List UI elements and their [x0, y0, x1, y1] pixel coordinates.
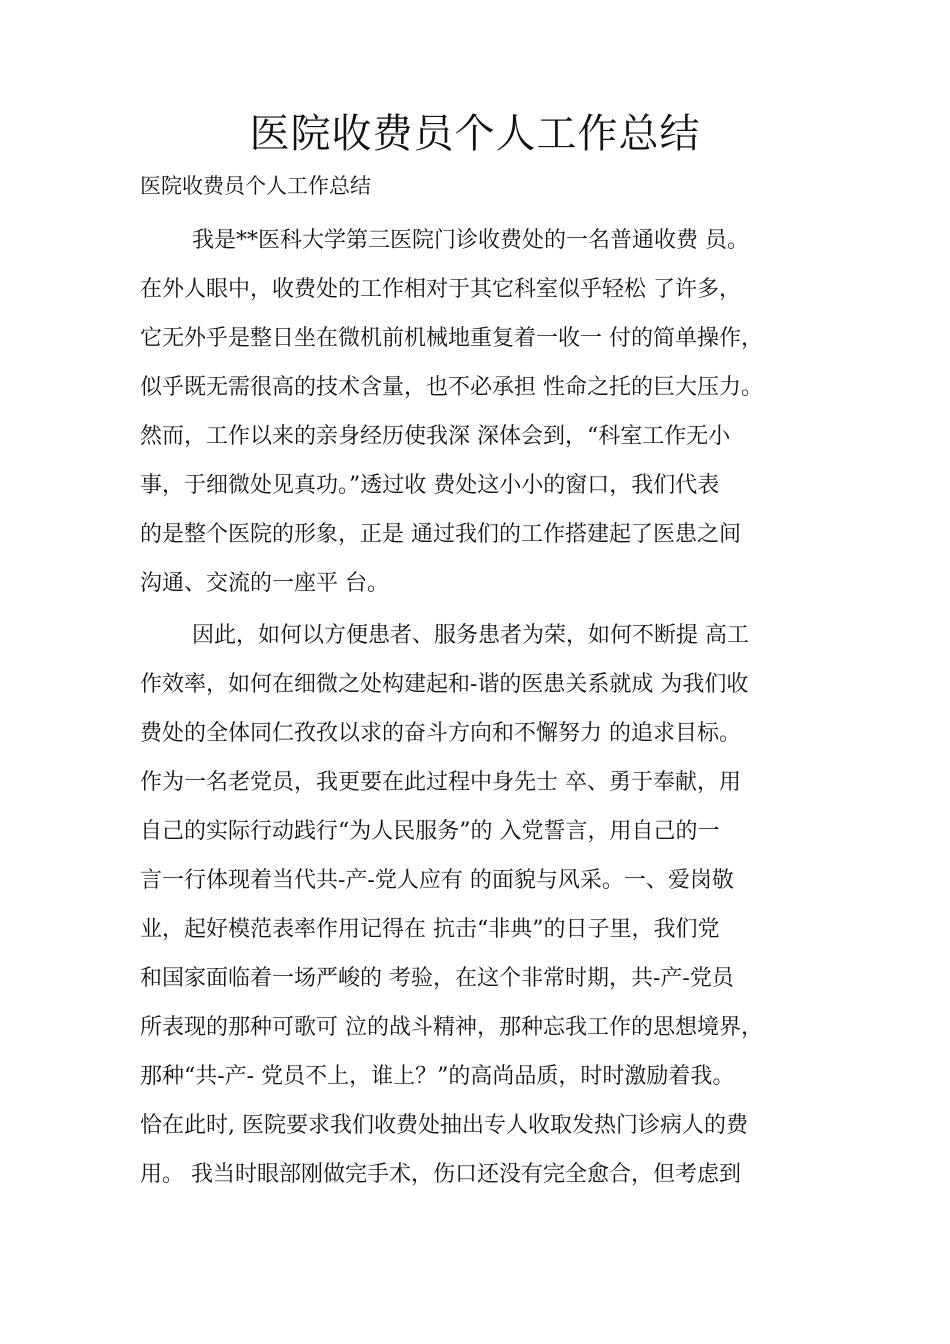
paragraph-line: 我是**医科大学第三医院门诊收费处的一名普通收费 员。 — [192, 228, 749, 253]
paragraph-line: 自己的实际行动践行“为人民服务”的 入党誓言，用自己的一 — [140, 819, 720, 844]
paragraph-line: 作效率，如何在细微之处构建起和-谐的医患关系就成 为我们收 — [140, 672, 749, 697]
paragraph-line: 在外人眼中，收费处的工作相对于其它科室似乎轻松 了许多， — [140, 277, 741, 302]
paragraph-line: 似乎既无需很高的技术含量，也不必承担 性命之托的巨大压力。 — [140, 375, 763, 400]
paragraph-line: 费处的全体同仁孜孜以求的奋斗方向和不懈努力 的追求目标。 — [140, 721, 741, 746]
paragraph-line: 事，于细微处见真功。”透过收 费处这小小的窗口，我们代表 — [140, 473, 720, 498]
paragraph-line: 所表现的那种可歌可 泣的战斗精神，那种忘我工作的思想境界， — [140, 1015, 763, 1040]
paragraph-line: 沟通、交流的一座平 台。 — [140, 571, 389, 596]
paragraph-line: 作为一名老党员，我更要在此过程中身先士 卒、勇于奉献，用 — [140, 770, 741, 795]
paragraph-line: 因此，如何以方便患者、服务患者为荣，如何不断提 高工 — [192, 623, 749, 648]
document-title: 医院收费员个人工作总结 — [249, 111, 701, 157]
paragraph-line: 和国家面临着一场严峻的 考验，在这个非常时期，共-产-党员 — [140, 966, 734, 991]
paragraph-line: 业，起好模范表率作用记得在 抗击“非典”的日子里，我们党 — [140, 917, 720, 942]
document-body — [140, 216, 840, 1199]
paragraph-line: 用。 我当时眼部刚做完手术，伤口还没有完全愈合，但考虑到 — [140, 1162, 741, 1187]
paragraph-line: 言一行体现着当代共-产-党人应有 的面貌与风采。一、爱岗敬 — [140, 868, 734, 893]
paragraph-line: 那种“共-产- 党员不上，谁上？”的高尚品质，时时激励着我。 — [140, 1064, 735, 1089]
paragraph-line: 恰在此时, 医院要求我们收费处抽出专人收取发热门诊病人的费 — [140, 1113, 748, 1138]
paragraph-line: 然而，工作以来的亲身经历使我深 深体会到，“科室工作无小 — [140, 424, 731, 449]
document-subtitle: 医院收费员个人工作总结 — [140, 174, 371, 198]
paragraph-line: 的是整个医院的形象，正是 通过我们的工作搭建起了医患之间 — [140, 522, 741, 547]
paragraph-line: 它无外乎是整日坐在微机前机械地重复着一收一 付的简单操作， — [140, 326, 763, 351]
